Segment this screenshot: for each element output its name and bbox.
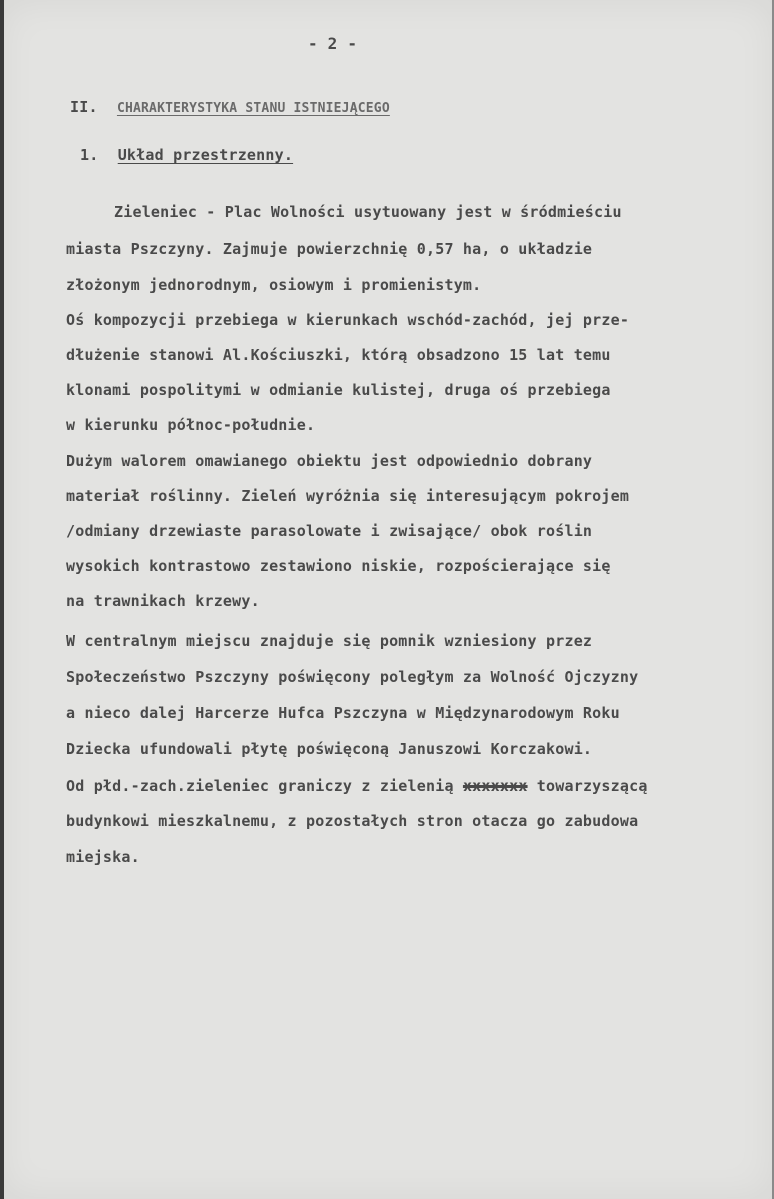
text-line: Dużym walorem omawianego obiektu jest odpowiednio dobrany	[66, 452, 593, 470]
text-line: Społeczeństwo Pszczyny poświęcony poległym za Wolność Ojczyzny	[66, 668, 639, 686]
subsection-title: Układ przestrzenny.	[117, 146, 294, 164]
section-heading	[70, 98, 390, 116]
text-line: dłużenie stanowi Al.Kościuszki, którą obsadzono 15 lat temu	[66, 346, 611, 364]
subsection-heading	[80, 146, 293, 164]
page-number: - 2 -	[308, 34, 358, 53]
text-line: złożonym jednorodnym, osiowym i promienistym.	[66, 276, 482, 294]
section-number: II.	[70, 98, 98, 116]
text-line: W centralnym miejscu znajduje się pomnik wzniesiony przez	[66, 632, 593, 650]
text-line: w kierunku północ-południe.	[66, 416, 316, 434]
text-line: Oś kompozycji przebiega w kierunkach wschód-zachód, jej prze-	[66, 311, 630, 329]
text-line-with-correction	[66, 777, 648, 795]
struck-out-word: xxxxxxx	[462, 777, 528, 795]
text-segment: Od płd.-zach.zieleniec graniczy z zielenią	[66, 777, 463, 795]
subsection-number: 1.	[80, 146, 99, 164]
text-line: Dziecka ufundowali płytę poświęconą Januszowi Korczakowi.	[66, 740, 593, 758]
text-line: miejska.	[66, 848, 140, 866]
text-line: budynkowi mieszkalnemu, z pozostałych stron otacza go zabudowa	[66, 812, 639, 830]
text-line: na trawnikach krzewy.	[66, 592, 260, 610]
text-line: miasta Pszczyny. Zajmuje powierzchnię 0,57 ha, o układzie	[66, 240, 593, 258]
text-line: klonami pospolitymi w odmianie kulistej, druga oś przebiega	[66, 381, 611, 399]
text-line: Zieleniec - Plac Wolności usytuowany jest w śródmieściu	[114, 203, 622, 221]
text-segment: towarzyszącą	[527, 777, 648, 795]
text-line: materiał roślinny. Zieleń wyróżnia się interesującym pokrojem	[66, 487, 630, 505]
text-line: a nieco dalej Harcerze Hufca Pszczyna w Międzynarodowym Roku	[66, 704, 620, 722]
text-line: /odmiany drzewiaste parasolowate i zwisające/ obok roślin	[66, 522, 593, 540]
text-line: wysokich kontrastowo zestawiono niskie, rozpościerające się	[66, 557, 611, 575]
scan-edge-left	[0, 0, 4, 1199]
section-title: CHARAKTERYSTYKA STANU ISTNIEJĄCEGO	[116, 101, 390, 116]
